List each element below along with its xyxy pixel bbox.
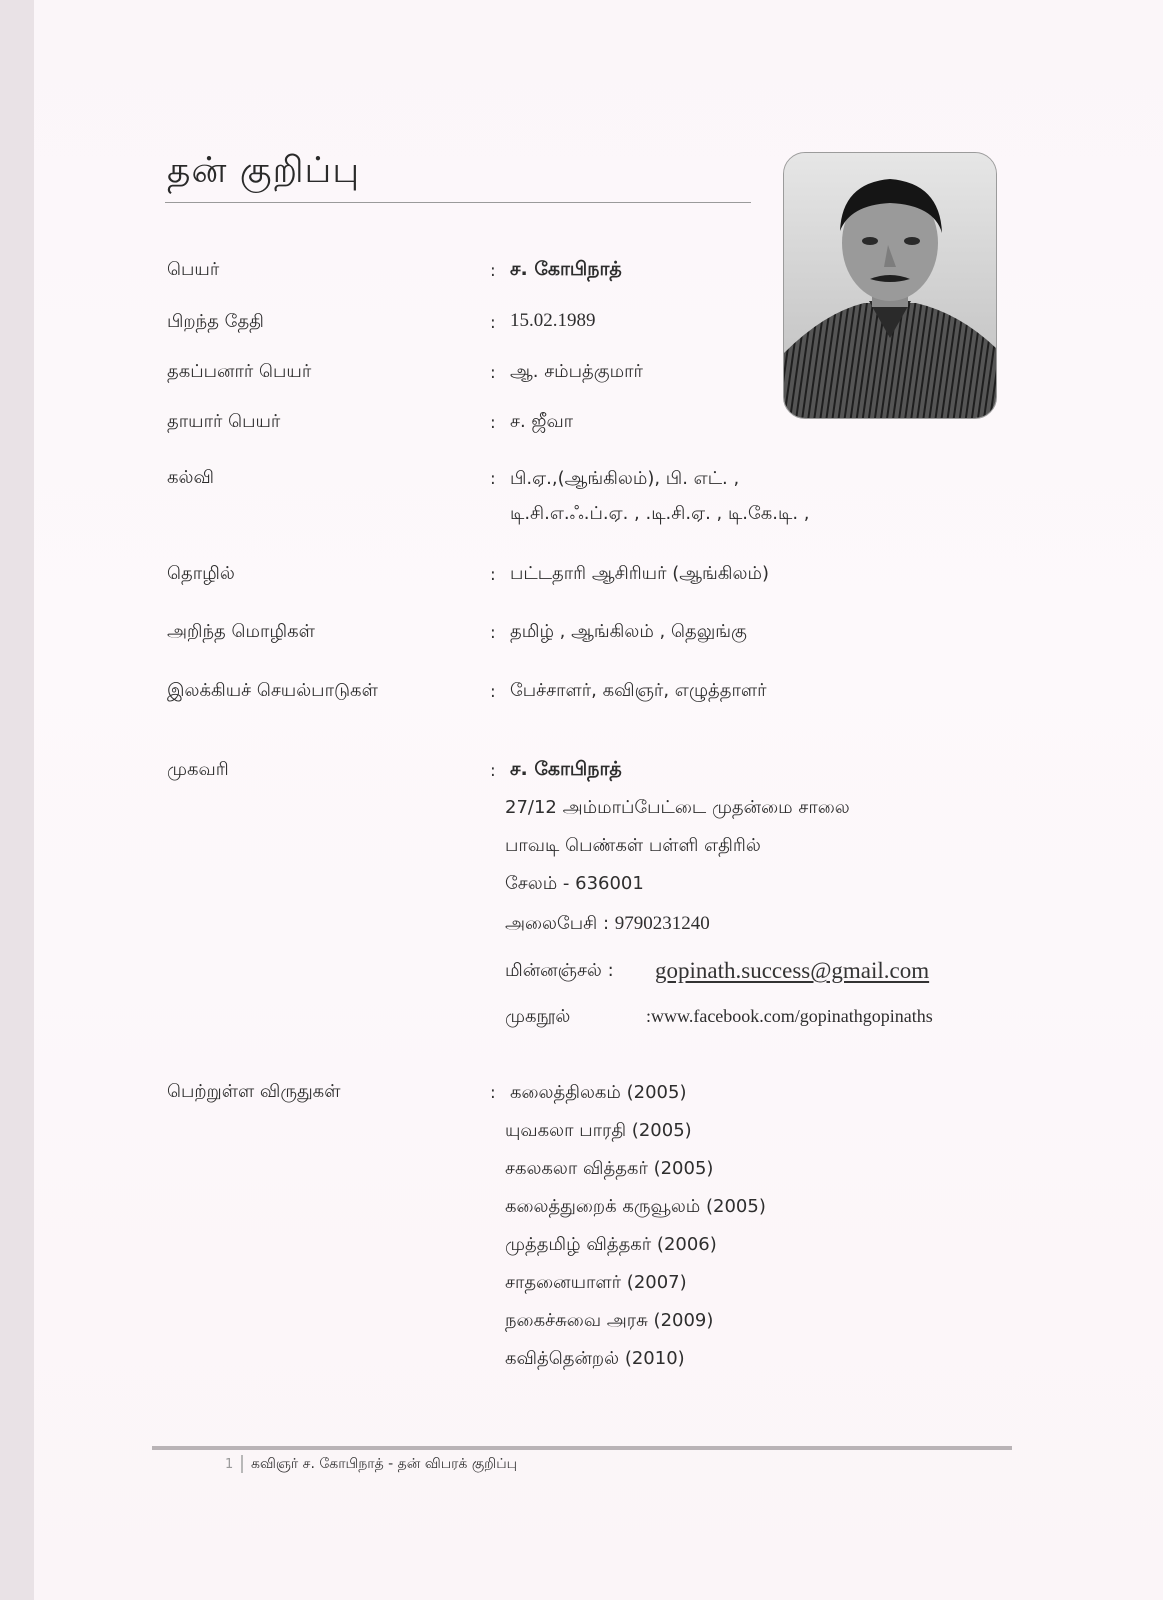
title-rule (165, 202, 751, 203)
award-item: கலைத்துறைக் கருவூலம் (2005) (505, 1196, 766, 1217)
colon: : (490, 469, 496, 489)
award-item: கவித்தென்றல் (2010) (505, 1348, 685, 1369)
colon: : (490, 623, 496, 643)
address-name: ச. கோபிநாத் (510, 758, 622, 780)
field-value-mother: ச. ஜீவா (510, 411, 574, 432)
colon: : (490, 761, 496, 781)
field-label-name: பெயர் (167, 259, 220, 280)
award-item: கலைத்திலகம் (2005) (510, 1082, 687, 1103)
award-item: சகலகலா வித்தகர் (2005) (505, 1158, 714, 1179)
colon: : (490, 413, 496, 433)
field-value-name: ச. கோபிநாத் (510, 258, 622, 280)
portrait-photo (783, 152, 997, 419)
field-value-languages: தமிழ் , ஆங்கிலம் , தெலுங்கு (510, 621, 747, 642)
field-value-dob: 15.02.1989 (510, 310, 596, 331)
field-value-father: ஆ. சம்பத்குமார் (510, 361, 643, 382)
field-label-dob: பிறந்த தேதி (167, 311, 264, 332)
portrait-photo-icon (784, 153, 996, 418)
footer-separator (241, 1455, 243, 1473)
address-line2: பாவடி பெண்கள் பள்ளி எதிரில் (505, 835, 761, 856)
field-label-mother: தாயார் பெயர் (167, 411, 281, 432)
page-left-edge (0, 0, 34, 1600)
phone-label: அலைபேசி : (505, 913, 610, 934)
award-item: முத்தமிழ் வித்தகர் (2006) (505, 1234, 717, 1255)
page-number: 1 (225, 1457, 234, 1472)
address-line3: சேலம் - 636001 (505, 873, 644, 894)
colon: : (490, 313, 496, 333)
award-item: யுவகலா பாரதி (2005) (505, 1120, 692, 1141)
colon: : (490, 565, 496, 585)
award-item: சாதனையாளர் (2007) (505, 1272, 687, 1293)
colon: : (490, 363, 496, 383)
field-label-address: முகவரி (167, 759, 229, 780)
email-label: மின்னஞ்சல் : (505, 960, 614, 981)
field-label-occupation: தொழில் (167, 563, 235, 584)
phone-number: 9790231240 (614, 913, 710, 934)
footer-rule (152, 1446, 1012, 1450)
field-value-education-line2: டி.சி.எ.ஃ.ப்.ஏ. , .டி.சி.ஏ. , டி.கே.டி. , (510, 503, 810, 524)
page-title: தன் குறிப்பு (167, 150, 361, 191)
address-line1: 27/12 அம்மாப்பேட்டை முதன்மை சாலை (505, 797, 850, 818)
facebook-label: முகநூல் (505, 1006, 571, 1027)
field-value-literary: பேச்சாளர், கவிஞர், எழுத்தாளர் (510, 680, 767, 701)
award-item: நகைச்சுவை அரசு (2009) (505, 1310, 714, 1331)
field-label-education: கல்வி (167, 467, 214, 488)
colon: : (490, 682, 496, 702)
colon: : (490, 261, 496, 281)
field-label-awards: பெற்றுள்ள விருதுகள் (167, 1081, 341, 1102)
footer-text: கவிஞர் ச. கோபிநாத் - தன் விபரக் குறிப்பு (251, 1456, 518, 1472)
field-value-occupation: பட்டதாரி ஆசிரியர் (ஆங்கிலம்) (510, 563, 769, 584)
field-label-languages: அறிந்த மொழிகள் (167, 621, 315, 642)
field-value-education: பி.ஏ.,(ஆங்கிலம்), பி. எட். , (510, 468, 740, 489)
field-label-father: தகப்பனார் பெயர் (167, 361, 312, 382)
email-link[interactable]: gopinath.success@gmail.com (655, 958, 930, 983)
phone-row (505, 913, 710, 936)
colon: : (490, 1083, 496, 1103)
facebook-link[interactable]: :www.facebook.com/gopinathgopinaths (646, 1006, 933, 1026)
field-label-literary: இலக்கியச் செயல்பாடுகள் (167, 680, 378, 701)
